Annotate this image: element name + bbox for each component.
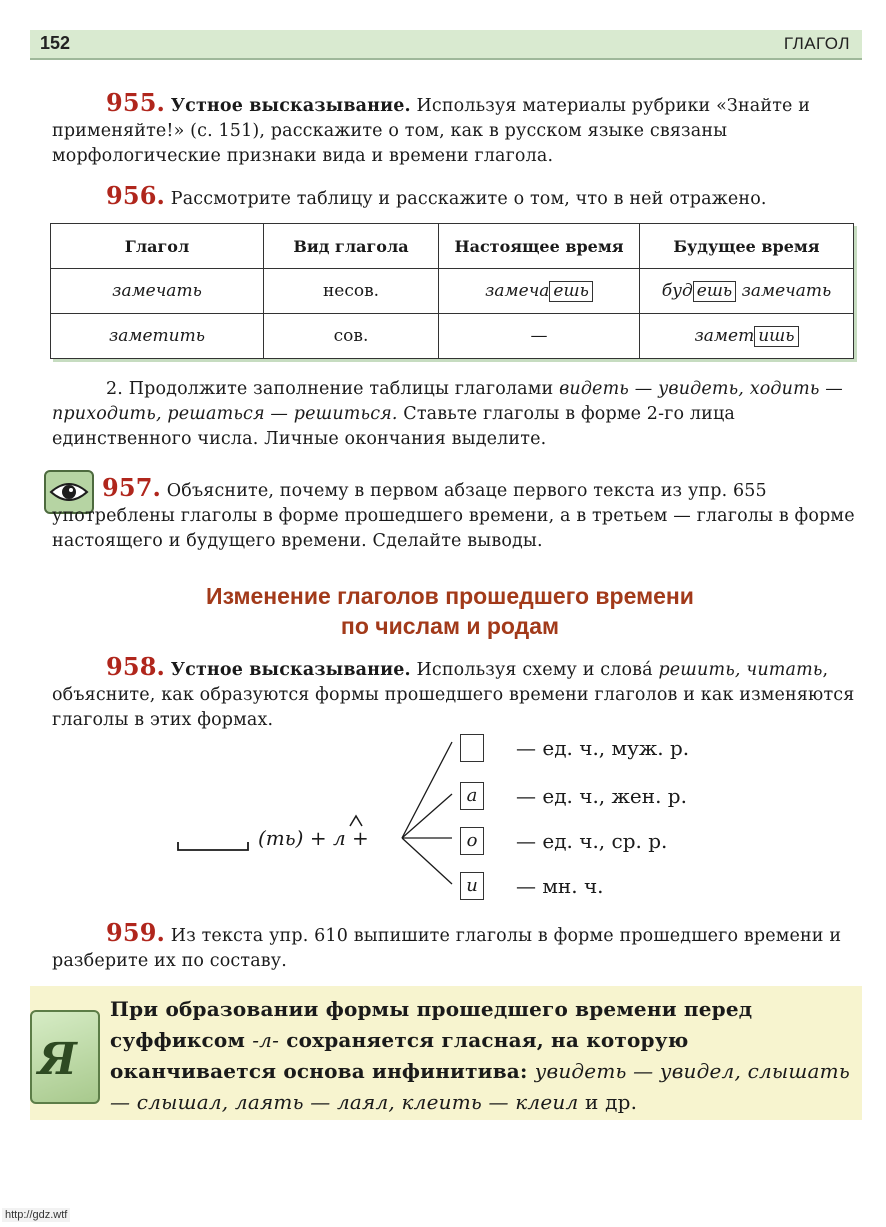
word-formation-diagram bbox=[170, 730, 770, 910]
exercise-text: Используя схему и слова́ bbox=[410, 660, 659, 680]
exercise-number: 955. bbox=[106, 88, 166, 117]
exercise-text: Рассмотрите таблицу и расскажите о том, что в ней отражено. bbox=[170, 189, 767, 209]
ending-box: о bbox=[460, 827, 484, 855]
task-text: Ставьте глаголы в форме 2-го лица единственного числа. Личные окончания выделите. bbox=[52, 404, 735, 449]
section-title bbox=[100, 581, 800, 641]
rule-letter-icon bbox=[30, 1010, 100, 1104]
table-cell bbox=[439, 269, 640, 314]
exercise-text: Используя материалы рубрики «Знайте и применяйте!» (с. 151), расскажите о том, как в русском языке связаны морфологические признаки вида и времени глагола. bbox=[52, 96, 811, 166]
rule-text bbox=[110, 994, 856, 1118]
page-header bbox=[30, 30, 862, 60]
rule-part: и др. bbox=[578, 1090, 638, 1114]
exercise-number: 959. bbox=[106, 918, 166, 947]
table-cell bbox=[640, 314, 854, 359]
task-2 bbox=[52, 377, 856, 452]
ending-box: ешь bbox=[549, 281, 592, 302]
word: замечать bbox=[741, 280, 832, 301]
rule-suffix: -л- bbox=[252, 1028, 280, 1052]
ending-box: а bbox=[460, 782, 484, 810]
page-number: 152 bbox=[40, 33, 71, 53]
word-stem: замеча bbox=[485, 280, 550, 301]
exercise-words: решить, читать bbox=[658, 660, 823, 680]
ending-box: и bbox=[460, 872, 484, 900]
table-cell: сов. bbox=[264, 314, 439, 359]
exercise-text: , объясните, как образуются формы прошедшего времени глаголов и как изменяются глаголы в этих формах. bbox=[52, 660, 855, 730]
word-stem: замет bbox=[694, 325, 755, 346]
ending-box: ешь bbox=[693, 281, 736, 302]
ending-label: — мн. ч. bbox=[516, 874, 604, 898]
rule-part: сохраняется гласная, на которую оканчивается основа инфинитива: bbox=[110, 1028, 689, 1083]
formula-part: (ть) + bbox=[258, 826, 333, 850]
exercise-number: 957. bbox=[102, 473, 162, 502]
table-cell: несов. bbox=[264, 269, 439, 314]
table-header: Настоящее время bbox=[439, 224, 640, 269]
table-header: Вид глагола bbox=[264, 224, 439, 269]
exercise-text: Из текста упр. 610 выпишите глаголы в форме прошедшего времени и разберите их по составу. bbox=[52, 926, 842, 971]
table-row bbox=[51, 269, 854, 314]
table-cell: замечать bbox=[51, 269, 264, 314]
word-stem: буд bbox=[661, 280, 693, 301]
exercise-957 bbox=[52, 475, 856, 554]
exercise-number: 958. bbox=[106, 652, 166, 681]
formula-part: + bbox=[345, 826, 369, 850]
rule-icon-letter: Я bbox=[38, 1034, 77, 1085]
table-cell bbox=[640, 269, 854, 314]
exercise-955 bbox=[52, 90, 856, 169]
task-words: видеть — увидеть, ходить — приходить, решаться — решиться. bbox=[52, 379, 843, 424]
table-header-row bbox=[51, 224, 854, 269]
task-text: 2. Продолжите заполнение таблицы глаголами bbox=[106, 379, 560, 399]
exercise-number: 956. bbox=[106, 181, 166, 210]
table-header: Будущее время bbox=[640, 224, 854, 269]
exercise-958 bbox=[52, 654, 856, 733]
exercise-title: Устное высказывание. bbox=[170, 96, 411, 116]
table-header: Глагол bbox=[51, 224, 264, 269]
exercise-text: Объясните, почему в первом абзаце первого текста из упр. 655 употреблены глаголы в форме прошедшего времени, а в третьем — глаголы в форме настоящего и будущего времени. Сделайте выводы. bbox=[52, 481, 855, 551]
ending-label: — ед. ч., муж. р. bbox=[516, 736, 690, 760]
suffix: л bbox=[332, 826, 346, 850]
rule-examples: увидеть — увидел, слышать — слышал, лаять — лаял, клеить — клеил bbox=[110, 1059, 850, 1114]
table-cell: заметить bbox=[51, 314, 264, 359]
ending-box bbox=[460, 734, 484, 762]
table-row bbox=[51, 314, 854, 359]
exercise-title: Устное высказывание. bbox=[170, 660, 411, 680]
verb-table bbox=[50, 223, 854, 359]
ending-box: ишь bbox=[754, 326, 798, 347]
formula bbox=[258, 826, 369, 850]
exercise-959 bbox=[52, 920, 856, 974]
ending-label: — ед. ч., ср. р. bbox=[516, 829, 668, 853]
section-title-line: Изменение глаголов прошедшего времени bbox=[206, 583, 694, 609]
ending-label: — ед. ч., жен. р. bbox=[516, 784, 687, 808]
table-cell: — bbox=[439, 314, 640, 359]
footer-url: http://gdz.wtf bbox=[2, 1208, 70, 1222]
section-title-line: по числам и родам bbox=[340, 613, 560, 639]
rule-part: При образовании формы прошедшего времени перед суффиксом bbox=[110, 997, 753, 1052]
exercise-956 bbox=[52, 183, 856, 212]
chapter-title: ГЛАГОЛ bbox=[783, 34, 850, 53]
